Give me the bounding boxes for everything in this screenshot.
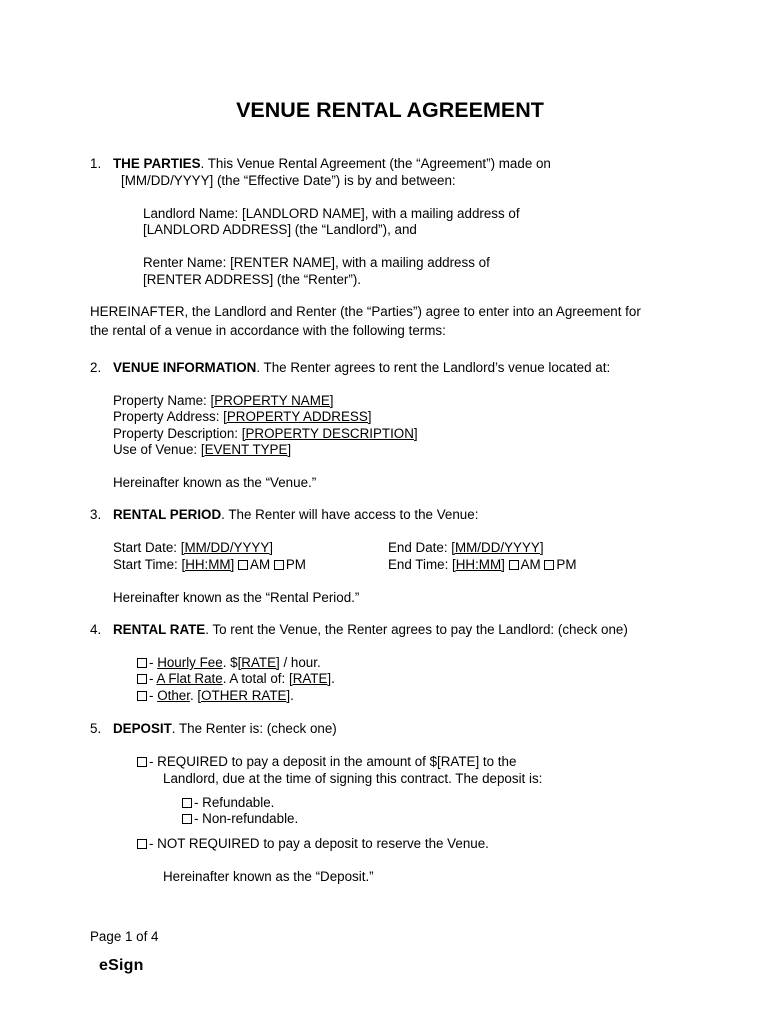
section-4-text: . To rent the Venue, the Renter agrees to pay the Landlord: (check one) xyxy=(205,622,628,637)
end-pm-checkbox[interactable] xyxy=(544,560,554,570)
hereinafter-line-1: HEREINAFTER, the Landlord and Renter (the “Parties”) agree to enter into an Agreement for xyxy=(90,304,641,319)
section-5-text: . The Renter is: (check one) xyxy=(171,721,337,736)
flat-rate-option xyxy=(137,671,335,688)
page-number: Page 1 of 4 xyxy=(90,929,159,944)
start-date-row xyxy=(113,540,273,557)
deposit-required-option xyxy=(137,754,516,771)
section-1-heading: THE PARTIES xyxy=(113,156,201,171)
hourly-fee-tail: / hour. xyxy=(279,655,321,670)
end-time-label: End Time: xyxy=(388,557,453,572)
hourly-fee-checkbox[interactable] xyxy=(137,658,147,668)
rental-period-known-as: Hereinafter known as the “Rental Period.” xyxy=(113,590,360,605)
deposit-required-text-2: Landlord, due at the time of signing this contract. The deposit is: xyxy=(163,771,543,786)
use-of-venue-row xyxy=(113,442,291,459)
hourly-fee-label: Hourly Fee xyxy=(157,655,223,670)
property-name-row xyxy=(113,393,334,410)
option-dash: - xyxy=(149,655,158,670)
deposit-not-required-text: - NOT REQUIRED to pay a deposit to reserve the Venue. xyxy=(149,836,489,851)
landlord-line-2: [LANDLORD ADDRESS] (the “Landlord”), and xyxy=(143,222,417,237)
venue-known-as: Hereinafter known as the “Venue.” xyxy=(113,475,317,490)
section-5-heading: DEPOSIT xyxy=(113,721,172,736)
section-3-line xyxy=(113,507,478,524)
renter-line-2: [RENTER ADDRESS] (the “Renter”). xyxy=(143,272,362,287)
section-2-line xyxy=(113,360,610,377)
start-time-label: Start Time: xyxy=(113,557,182,572)
flat-rate-checkbox[interactable] xyxy=(137,674,147,684)
start-am-checkbox[interactable] xyxy=(238,560,248,570)
flat-rate-mid: . A total of: xyxy=(222,671,289,686)
hourly-fee-mid: . $ xyxy=(222,655,238,670)
other-rate-checkbox[interactable] xyxy=(137,691,147,701)
refundable-label: - Refundable. xyxy=(194,795,275,810)
other-rate-value: [OTHER RATE] xyxy=(197,688,291,703)
section-4-line xyxy=(113,622,628,639)
section-5-line xyxy=(113,721,337,738)
section-2-text: . The Renter agrees to rent the Landlord’s venue located at: xyxy=(256,360,611,375)
end-pm-label: PM xyxy=(556,557,577,572)
end-date-value: [MM/DD/YYYY] xyxy=(451,540,544,555)
other-rate-label: Other xyxy=(157,688,190,703)
flat-rate-tail: . xyxy=(331,671,335,686)
deposit-not-required-option xyxy=(137,836,489,853)
deposit-required-checkbox[interactable] xyxy=(137,757,147,767)
renter-line-1: Renter Name: [RENTER NAME], with a mailing address of xyxy=(143,255,490,270)
deposit-known-as: Hereinafter known as the “Deposit.” xyxy=(163,869,374,884)
option-dash: - xyxy=(149,688,158,703)
property-description-value: [PROPERTY DESCRIPTION] xyxy=(241,426,418,441)
start-date-label: Start Date: xyxy=(113,540,181,555)
refundable-checkbox[interactable] xyxy=(182,798,192,808)
end-am-label: AM xyxy=(520,557,541,572)
hourly-fee-rate: [RATE] xyxy=(237,655,280,670)
flat-rate-label: A Flat Rate xyxy=(156,671,223,686)
other-rate-mid: . xyxy=(189,688,198,703)
section-1-line-1 xyxy=(113,156,551,173)
use-of-venue-label: Use of Venue: xyxy=(113,442,201,457)
non-refundable-label: - Non-refundable. xyxy=(194,811,299,826)
start-time-value: [HH:MM] xyxy=(181,557,235,572)
esign-logo: eSign xyxy=(99,957,144,974)
section-3-text: . The Renter will have access to the Venue: xyxy=(221,507,479,522)
hereinafter-line-2: the rental of a venue in accordance with the following terms: xyxy=(90,323,446,338)
section-1-line-2: [MM/DD/YYYY] (the “Effective Date”) is by and between: xyxy=(121,173,456,188)
deposit-required-text: - REQUIRED to pay a deposit in the amount of $[RATE] to the xyxy=(149,754,517,769)
start-pm-checkbox[interactable] xyxy=(274,560,284,570)
non-refundable-checkbox[interactable] xyxy=(182,814,192,824)
end-date-row xyxy=(388,540,544,557)
property-address-row xyxy=(113,409,372,426)
section-5-number: 5. xyxy=(90,721,102,736)
property-address-value: [PROPERTY ADDRESS] xyxy=(223,409,372,424)
property-name-value: [PROPERTY NAME] xyxy=(210,393,334,408)
refundable-option xyxy=(182,795,274,812)
document-title: VENUE RENTAL AGREEMENT xyxy=(236,98,544,122)
non-refundable-option xyxy=(182,811,298,828)
section-2-heading: VENUE INFORMATION xyxy=(113,360,257,375)
section-3-number: 3. xyxy=(90,507,102,522)
end-date-label: End Date: xyxy=(388,540,452,555)
deposit-not-required-checkbox[interactable] xyxy=(137,839,147,849)
property-description-row xyxy=(113,426,418,443)
end-time-value: [HH:MM] xyxy=(452,557,505,572)
end-am-checkbox[interactable] xyxy=(509,560,519,570)
section-4-heading: RENTAL RATE xyxy=(113,622,206,637)
section-3-heading: RENTAL PERIOD xyxy=(113,507,222,522)
section-4-number: 4. xyxy=(90,622,102,637)
section-1-text: . This Venue Rental Agreement (the “Agreement”) made on xyxy=(200,156,551,171)
option-dash: - xyxy=(149,671,157,686)
flat-rate-value: [RATE] xyxy=(288,671,332,686)
start-pm-label: PM xyxy=(285,557,306,572)
start-am-label: AM xyxy=(250,557,271,572)
other-rate-tail: . xyxy=(290,688,294,703)
use-of-venue-value: [EVENT TYPE] xyxy=(200,442,292,457)
property-description-label: Property Description: xyxy=(113,426,242,441)
other-rate-option xyxy=(137,688,294,705)
start-date-value: [MM/DD/YYYY] xyxy=(180,540,273,555)
start-time-row xyxy=(113,557,306,574)
section-1-number: 1. xyxy=(90,156,102,171)
property-name-label: Property Name: xyxy=(113,393,211,408)
landlord-line-1: Landlord Name: [LANDLORD NAME], with a mailing address of xyxy=(143,206,520,221)
hourly-fee-option xyxy=(137,655,321,672)
section-2-number: 2. xyxy=(90,360,102,375)
end-time-row xyxy=(388,557,576,574)
property-address-label: Property Address: xyxy=(113,409,224,424)
